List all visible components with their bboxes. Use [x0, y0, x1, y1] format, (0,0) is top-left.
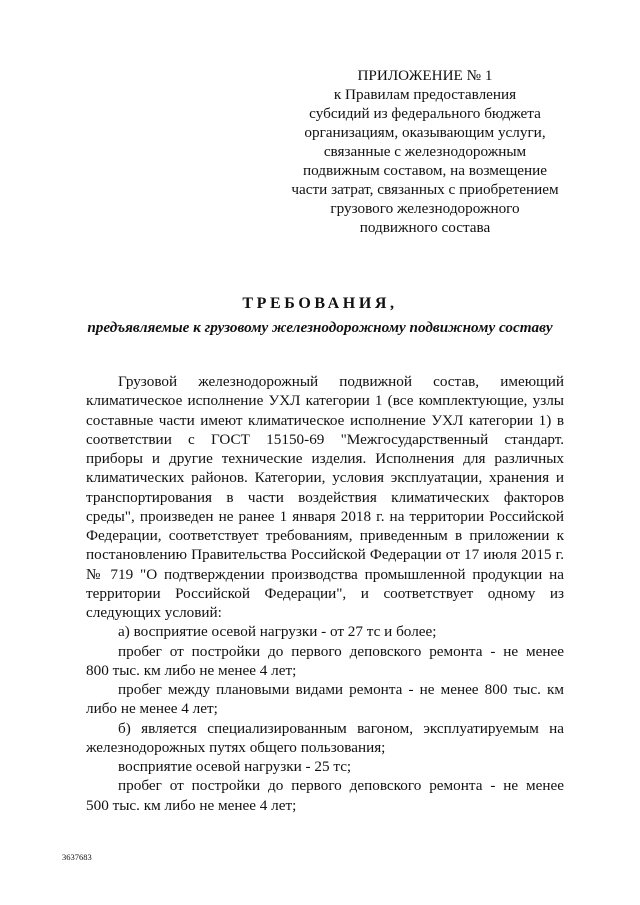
appendix-line: субсидий из федерального бюджета: [309, 105, 541, 122]
body-line: транспортирования в части воздействия климатических факторов: [86, 488, 564, 506]
body-line: либо не менее 4 лет;: [86, 700, 218, 718]
appendix-line: подвижного состава: [359, 219, 491, 236]
body-line: территории Российской Федерации", и соответствует одному из: [86, 584, 564, 602]
body-line: соответствии с ГОСТ 15150-69 "Межгосударственный стандарт.: [86, 430, 564, 448]
document-number: 3637683: [62, 852, 92, 862]
body-line: среды", произведен не ранее 1 января 2018 г. на территории Российской: [86, 507, 564, 525]
body-line: Грузовой железнодорожный подвижной состав, имеющий: [118, 373, 564, 390]
appendix-line: грузового железнодорожного: [330, 200, 520, 217]
appendix-title: ПРИЛОЖЕНИЕ № 1: [357, 67, 493, 84]
body-line: 500 тыс. км либо не менее 4 лет;: [86, 796, 297, 814]
document-title: ТРЕБОВАНИЯ,: [242, 295, 398, 312]
appendix-header: [275, 66, 575, 237]
appendix-line: к Правилам предоставления: [333, 86, 517, 103]
condition-a-axle-load: а) восприятие осевой нагрузки - от 27 тс и более;: [118, 623, 437, 641]
body-line: железнодорожных путях общего пользования;: [86, 738, 386, 756]
body-line: № 719 "О подтверждении производства промышленной продукции на: [86, 565, 564, 583]
appendix-line: организациям, оказывающим услуги,: [304, 124, 546, 141]
body-line: пробег между плановыми видами ремонта - не менее 800 тыс. км: [118, 681, 564, 698]
body-line: климатическое исполнение УХЛ категории 1 (все комплектующие, узлы: [86, 392, 564, 410]
condition-b-specialized-wagon: б) является специализированным вагоном, эксплуатируемым на: [118, 719, 564, 737]
body-line: Федерации, соответствует требованиям, приведенным в приложении к: [86, 527, 564, 544]
body-line: климатических районов. Категории, условия эксплуатации, хранения и: [86, 469, 564, 487]
body-line: пробег от постройки до первого деповского ремонта - не менее: [118, 642, 564, 660]
appendix-line: связанные с железнодорожным: [323, 143, 527, 160]
document-subtitle: предъявляемые к грузовому железнодорожному подвижному составу: [87, 319, 553, 336]
appendix-line: подвижным составом, на возмещение: [302, 162, 548, 179]
body-line: 800 тыс. км либо не менее 4 лет;: [86, 661, 297, 679]
body-line: составные части имеют климатическое исполнение УХЛ категории 1) в: [86, 411, 564, 429]
body-line: пробег от постройки до первого деповского ремонта - не менее: [118, 777, 564, 795]
body-line: приборы и другие технические изделия. Исполнения для различных: [86, 450, 564, 467]
body-line: восприятие осевой нагрузки - 25 тс;: [118, 758, 352, 775]
document-body: [86, 372, 564, 815]
body-line: постановлению Правительства Российской Федерации от 17 июля 2015 г.: [86, 546, 564, 564]
appendix-line: части затрат, связанных с приобретением: [291, 181, 559, 198]
body-line: следующих условий:: [86, 604, 222, 621]
